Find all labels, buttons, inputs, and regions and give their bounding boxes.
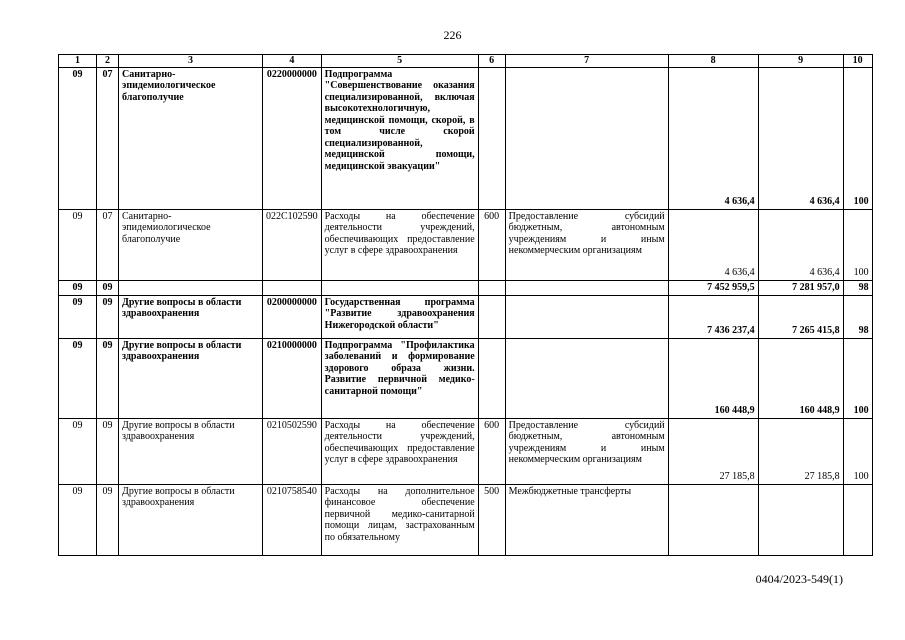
table-row [59, 484, 873, 555]
cell-target-code: 0220000000 [263, 67, 322, 209]
cell-description [321, 280, 478, 295]
cell-expense-type [478, 295, 505, 338]
cell-description: Расходы на обеспечение деятельности учреждений, обеспечивающих предоставление услуг в сфере здравоохранения [321, 209, 478, 280]
cell-name: Другие вопросы в области здравоохранения [119, 295, 263, 338]
budget-table [58, 54, 873, 556]
cell-target-code: 022С102590 [263, 209, 322, 280]
cell-subsection: 07 [97, 209, 119, 280]
cell-actual [758, 484, 843, 555]
table-row [59, 338, 873, 418]
header-cell-4: 4 [263, 55, 322, 68]
cell-actual: 4 636,4 [758, 67, 843, 209]
cell-expense-description: Межбюджетные трансферты [505, 484, 668, 555]
cell-section: 09 [59, 484, 97, 555]
cell-expense-description [505, 280, 668, 295]
cell-name: Санитарно-эпидемиологическое благополучие [119, 67, 263, 209]
cell-section: 09 [59, 209, 97, 280]
header-cell-2: 2 [97, 55, 119, 68]
cell-plan: 27 185,8 [668, 418, 758, 484]
cell-actual: 160 448,9 [758, 338, 843, 418]
cell-plan: 4 636,4 [668, 209, 758, 280]
cell-plan: 4 636,4 [668, 67, 758, 209]
cell-description: Подпрограмма "Профилактика заболеваний и формирование здорового образа жизни. Развитие первичной медико-санитарной помощи" [321, 338, 478, 418]
cell-section: 09 [59, 280, 97, 295]
cell-expense-type: 600 [478, 209, 505, 280]
header-cell-10: 10 [843, 55, 872, 68]
header-cell-5: 5 [321, 55, 478, 68]
cell-subsection: 09 [97, 418, 119, 484]
cell-target-code: 0210000000 [263, 338, 322, 418]
cell-expense-description: Предоставление субсидий бюджетным, автономным учреждениям и иным некоммерческим организациям [505, 418, 668, 484]
cell-actual: 27 185,8 [758, 418, 843, 484]
cell-name: Другие вопросы в области здравоохранения [119, 484, 263, 555]
cell-section: 09 [59, 338, 97, 418]
cell-expense-description [505, 295, 668, 338]
cell-subsection: 07 [97, 67, 119, 209]
document-code: 0404/2023-549(1) [755, 572, 843, 586]
cell-section: 09 [59, 418, 97, 484]
cell-section: 09 [59, 67, 97, 209]
cell-name [119, 280, 263, 295]
table-row [59, 295, 873, 338]
cell-subsection: 09 [97, 295, 119, 338]
cell-expense-type [478, 67, 505, 209]
cell-target-code: 0200000000 [263, 295, 322, 338]
header-row [59, 55, 873, 68]
table-row [59, 209, 873, 280]
cell-percent [843, 484, 872, 555]
cell-expense-description: Предоставление субсидий бюджетным, автономным учреждениям и иным некоммерческим организациям [505, 209, 668, 280]
cell-expense-description [505, 67, 668, 209]
cell-actual: 7 281 957,0 [758, 280, 843, 295]
cell-description: Подпрограмма "Совершенствование оказания специализированной, включая высокотехнологичную, медицинской помощи, скорой, в том числе скорой специализированной, медицинской помощи, медицинской эвакуации" [321, 67, 478, 209]
cell-expense-description [505, 338, 668, 418]
cell-plan: 160 448,9 [668, 338, 758, 418]
cell-actual: 7 265 415,8 [758, 295, 843, 338]
header-cell-7: 7 [505, 55, 668, 68]
cell-plan: 7 436 237,4 [668, 295, 758, 338]
cell-description: Государственная программа "Развитие здравоохранения Нижегородской области" [321, 295, 478, 338]
cell-expense-type: 500 [478, 484, 505, 555]
table-row [59, 418, 873, 484]
cell-expense-type [478, 280, 505, 295]
table-row [59, 67, 873, 209]
cell-percent: 98 [843, 280, 872, 295]
cell-subsection: 09 [97, 338, 119, 418]
cell-description: Расходы на обеспечение деятельности учреждений, обеспечивающих предоставление услуг в сфере здравоохранения [321, 418, 478, 484]
cell-percent: 98 [843, 295, 872, 338]
cell-percent: 100 [843, 67, 872, 209]
header-cell-6: 6 [478, 55, 505, 68]
header-cell-3: 3 [119, 55, 263, 68]
cell-target-code [263, 280, 322, 295]
cell-subsection: 09 [97, 484, 119, 555]
cell-target-code: 0210502590 [263, 418, 322, 484]
header-cell-1: 1 [59, 55, 97, 68]
cell-section: 09 [59, 295, 97, 338]
cell-subsection: 09 [97, 280, 119, 295]
cell-plan [668, 484, 758, 555]
header-cell-9: 9 [758, 55, 843, 68]
cell-plan: 7 452 959,5 [668, 280, 758, 295]
cell-expense-type [478, 338, 505, 418]
cell-expense-type: 600 [478, 418, 505, 484]
cell-actual: 4 636,4 [758, 209, 843, 280]
cell-percent: 100 [843, 209, 872, 280]
table-row [59, 280, 873, 295]
cell-description: Расходы на дополнительное финансовое обеспечение первичной медико-санитарной помощи лицам, застрахованным по обязательному [321, 484, 478, 555]
cell-percent: 100 [843, 338, 872, 418]
cell-name: Другие вопросы в области здравоохранения [119, 418, 263, 484]
cell-name: Другие вопросы в области здравоохранения [119, 338, 263, 418]
cell-name: Санитарно-эпидемиологическое благополучие [119, 209, 263, 280]
header-cell-8: 8 [668, 55, 758, 68]
cell-percent: 100 [843, 418, 872, 484]
cell-target-code: 0210758540 [263, 484, 322, 555]
page-number: 226 [443, 28, 462, 42]
